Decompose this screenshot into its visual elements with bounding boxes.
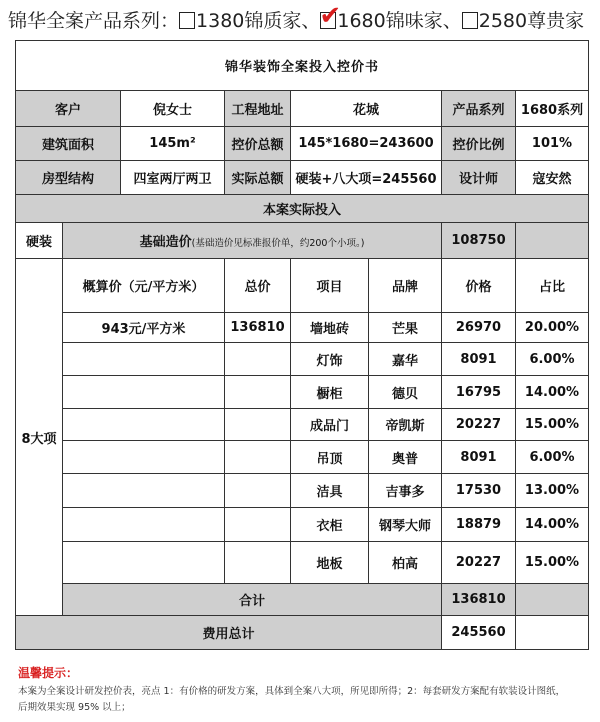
header-item: 项目	[291, 259, 369, 313]
empty-cell	[63, 474, 225, 508]
item-pct: 15.00%	[516, 542, 589, 584]
header-brand: 品牌	[369, 259, 442, 313]
series-option-2580: 2580尊贵家	[478, 10, 585, 32]
empty-cell	[63, 409, 225, 441]
total-price-value: 136810	[225, 313, 291, 343]
series-option-1680: 1680锦味家、	[337, 10, 462, 32]
address-label: 工程地址	[225, 91, 291, 127]
control-ratio-label: 控价比例	[442, 127, 516, 161]
item-brand: 嘉华	[369, 343, 442, 376]
item-price: 8091	[442, 441, 516, 474]
checkmark-icon: ✔	[319, 1, 342, 31]
item-pct: 20.00%	[516, 313, 589, 343]
empty-cell	[225, 474, 291, 508]
item-pct: 14.00%	[516, 508, 589, 542]
product-series-line	[8, 1, 585, 33]
base-cost-cell	[63, 223, 442, 259]
notes-title: 温馨提示：	[18, 666, 79, 680]
empty-cell	[63, 542, 225, 584]
layout-label: 房型结构	[16, 161, 121, 195]
header-price: 价格	[442, 259, 516, 313]
series-value: 1680系列	[516, 91, 589, 127]
control-total-value: 145*1680=243600	[291, 127, 442, 161]
empty-cell	[63, 441, 225, 474]
empty-cell	[225, 508, 291, 542]
empty-cell	[225, 441, 291, 474]
item-brand: 吉事多	[369, 474, 442, 508]
empty-cell	[225, 343, 291, 376]
header-total-price: 总价	[225, 259, 291, 313]
item-price: 16795	[442, 376, 516, 409]
item-price: 26970	[442, 313, 516, 343]
item-name: 吊顶	[291, 441, 369, 474]
series-checkbox-2580[interactable]	[462, 12, 478, 29]
item-name: 洁具	[291, 474, 369, 508]
base-cost-note: (基础造价见标准报价单，约200个小项。)	[191, 238, 365, 249]
item-name: 灯饰	[291, 343, 369, 376]
header-pct: 占比	[516, 259, 589, 313]
series-checkbox-1380[interactable]	[179, 12, 195, 29]
item-pct: 6.00%	[516, 343, 589, 376]
series-label: 产品系列	[442, 91, 516, 127]
customer-label: 客户	[16, 91, 121, 127]
item-price: 8091	[442, 343, 516, 376]
empty-cell	[225, 542, 291, 584]
area-label: 建筑面积	[16, 127, 121, 161]
actual-total-value: 硬装+八大项=245560	[291, 161, 442, 195]
base-cost-empty	[516, 223, 589, 259]
item-brand: 钢琴大师	[369, 508, 442, 542]
item-name: 墙地砖	[291, 313, 369, 343]
notes-line-1: 本案为全案设计研发控价表，亮点 1：有价格的研发方案，具体到全案八大项，所见即所得；2：每套研发方案配有软装设计图纸，	[18, 686, 566, 697]
item-name: 衣柜	[291, 508, 369, 542]
item-pct: 6.00%	[516, 441, 589, 474]
section-title: 本案实际投入	[16, 195, 589, 223]
item-brand: 芒果	[369, 313, 442, 343]
control-total-label: 控价总额	[225, 127, 291, 161]
hard-label: 硬装	[16, 223, 63, 259]
control-ratio-value: 101%	[516, 127, 589, 161]
item-name: 地板	[291, 542, 369, 584]
eight-items-label: 8大项	[16, 259, 63, 616]
series-checkbox-1680[interactable]	[319, 1, 342, 31]
notes-line-2: 后期效果实现 95% 以上；	[18, 702, 131, 713]
item-pct: 13.00%	[516, 474, 589, 508]
subtotal-value: 136810	[442, 584, 516, 616]
item-price: 20227	[442, 542, 516, 584]
item-name: 橱柜	[291, 376, 369, 409]
grand-total-label: 费用总计	[16, 616, 442, 650]
header-unit-price: 概算价（元/平方米）	[63, 259, 225, 313]
item-price: 20227	[442, 409, 516, 441]
item-brand: 帝凯斯	[369, 409, 442, 441]
doc-title: 锦华装饰全案投入控价书	[16, 41, 589, 91]
price-control-table	[15, 40, 589, 650]
base-cost-value: 108750	[442, 223, 516, 259]
designer-label: 设计师	[442, 161, 516, 195]
empty-cell	[63, 508, 225, 542]
item-brand: 德贝	[369, 376, 442, 409]
notes-block	[18, 664, 588, 716]
designer-value: 寇安然	[516, 161, 589, 195]
item-pct: 14.00%	[516, 376, 589, 409]
empty-cell	[225, 409, 291, 441]
series-option-1380: 1380锦质家、	[196, 10, 321, 32]
item-name: 成品门	[291, 409, 369, 441]
item-pct: 15.00%	[516, 409, 589, 441]
actual-total-label: 实际总额	[225, 161, 291, 195]
empty-cell	[63, 343, 225, 376]
subtotal-empty	[516, 584, 589, 616]
unit-price-value: 943元/平方米	[63, 313, 225, 343]
customer-value: 倪女士	[121, 91, 225, 127]
area-value: 145m²	[121, 127, 225, 161]
grand-total-empty	[516, 616, 589, 650]
layout-value: 四室两厅两卫	[121, 161, 225, 195]
empty-cell	[63, 376, 225, 409]
grand-total-value: 245560	[442, 616, 516, 650]
item-price: 18879	[442, 508, 516, 542]
empty-cell	[225, 376, 291, 409]
subtotal-label: 合计	[63, 584, 442, 616]
base-cost-label: 基础造价	[139, 235, 192, 250]
address-value: 花城	[291, 91, 442, 127]
item-price: 17530	[442, 474, 516, 508]
item-brand: 奥普	[369, 441, 442, 474]
series-prefix: 锦华全案产品系列：	[8, 10, 180, 32]
item-brand: 柏高	[369, 542, 442, 584]
